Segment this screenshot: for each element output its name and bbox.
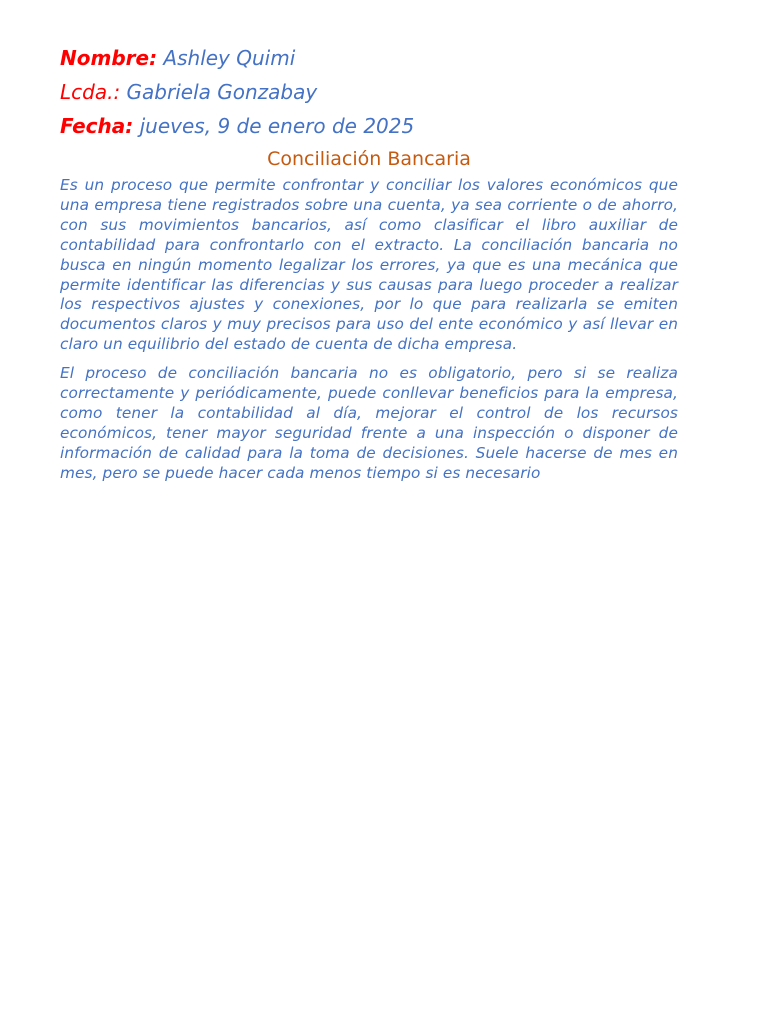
nombre-value: Ashley Quimi	[163, 46, 296, 70]
fecha-line	[60, 112, 678, 140]
paragraph-2: El proceso de conciliación bancaria no es obligatorio, pero si se realiza correctamente y periódicamente, puede conllevar beneficios para la empresa, como tener la contabilidad al día, mejorar el control de los recursos económicos, tener mayor seguridad frente a una inspección o disponer de información de calidad para la toma de decisiones. Suele hacerse de mes en mes, pero se puede hacer cada menos tiempo si es necesario	[60, 364, 678, 482]
fecha-label: Fecha:	[60, 114, 134, 138]
paragraph-1: Es un proceso que permite confrontar y conciliar los valores económicos que una empresa tiene registrados sobre una cuenta, ya sea corriente o de ahorro, con sus movimientos bancarios, así como clasificar el libro auxiliar de contabilidad para confrontarlo con el extracto. La conciliación bancaria no busca en ningún momento legalizar los errores, ya que es una mecánica que permite identificar las diferencias y sus causas para luego proceder a realizar los respectivos ajustes y conexiones, por lo que para realizarla se emiten documentos claros y muy precisos para uso del ente económico y así llevar en claro un equilibrio del estado de cuenta de dicha empresa.	[60, 176, 678, 354]
nombre-label: Nombre:	[60, 46, 158, 70]
document-page	[60, 44, 678, 493]
lcda-label: Lcda.:	[60, 80, 121, 104]
document-title: Conciliación Bancaria	[267, 148, 471, 170]
fecha-value: jueves, 9 de enero de 2025	[139, 114, 415, 138]
lcda-value: Gabriela Gonzabay	[126, 80, 318, 104]
nombre-line	[60, 44, 678, 72]
lcda-line	[60, 78, 678, 106]
